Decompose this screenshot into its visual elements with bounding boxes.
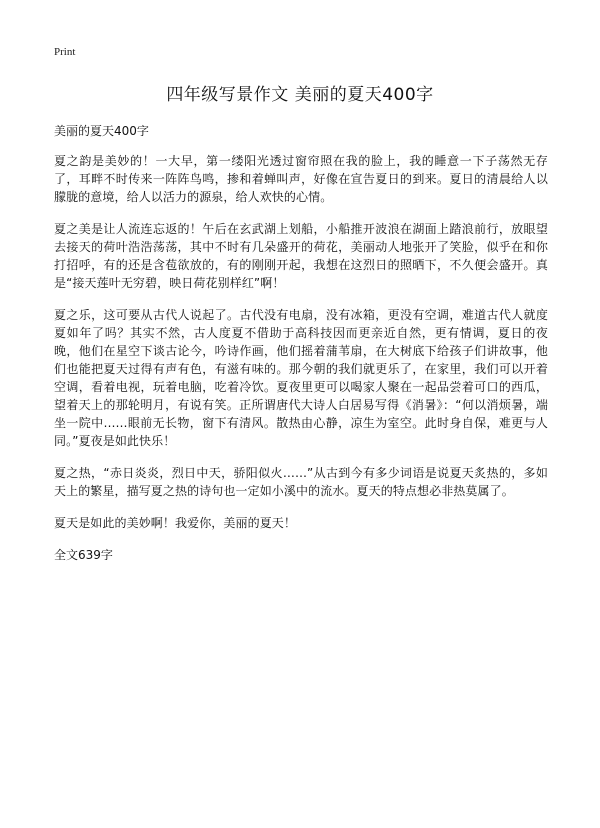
paragraph: 夏天是如此的美妙啊！我爱你，美丽的夏天！ <box>54 516 297 530</box>
paragraph: 夏之美是让人流连忘返的！午后在玄武湖上划船，小船推开波浪在湖面上踏浪前行，放眼望去接天的荷叶浩浩荡荡，其中不时有几朵盛开的荷花，美丽动人地张开了笑脸，似乎在和你打招呼，有的还是含苞欲放的，有的刚刚开起，我想在这烈日的照晒下，不久便会盛开。真是“接天莲叶无穷碧，映日荷花别样红”啊！ <box>54 222 548 290</box>
print-link[interactable]: Print <box>54 46 76 58</box>
page-title: 四年级写景作文 美丽的夏天400字 <box>166 85 434 105</box>
article-body <box>54 122 548 564</box>
article-subtitle: 美丽的夏天400字 <box>54 124 149 138</box>
word-count: 全文639字 <box>54 548 113 562</box>
paragraph: 夏之韵是美妙的！一大早，第一缕阳光透过窗帘照在我的脸上，我的睡意一下子荡然无存了，耳畔不时传来一阵阵鸟鸣，掺和着蝉叫声，好像在宣告夏日的到来。夏日的清晨给人以朦胧的意境，给人以活力的源泉，给人欢快的心情。 <box>54 154 548 204</box>
paragraph: 夏之乐，这可要从古代人说起了。古代没有电扇，没有冰箱，更没有空调，难道古代人就度夏如年了吗？其实不然，古人度夏不借助于高科技因而更亲近自然，更有情调，夏日的夜晚，他们在星空下谈古论今，吟诗作画，他们摇着蒲苇扇，在大树底下给孩子们讲故事，他们也能把夏天过得有声有色，有滋有味的。那今朝的我们就更乐了，在家里，我们可以开着空调，看着电视，玩着电脑，吃着冷饮。夏夜里更可以喝家人聚在一起品尝着可口的西瓜，望着天上的那轮明月，有说有笑。正所谓唐代大诗人白居易写得《消暑》：“何以消烦暑，端坐一院中……眼前无长物，窗下有清风。散热由心静，凉生为室空。此时身自保，难更与人同。”夏夜是如此快乐！ <box>54 308 548 448</box>
paragraph: 夏之热，“赤日炎炎，烈日中天，骄阳似火……”从古到今有多少词语是说夏天炙热的，多如天上的繁星，描写夏之热的诗句也一定如小溪中的流水。夏天的特点想必非热莫属了。 <box>54 466 548 498</box>
